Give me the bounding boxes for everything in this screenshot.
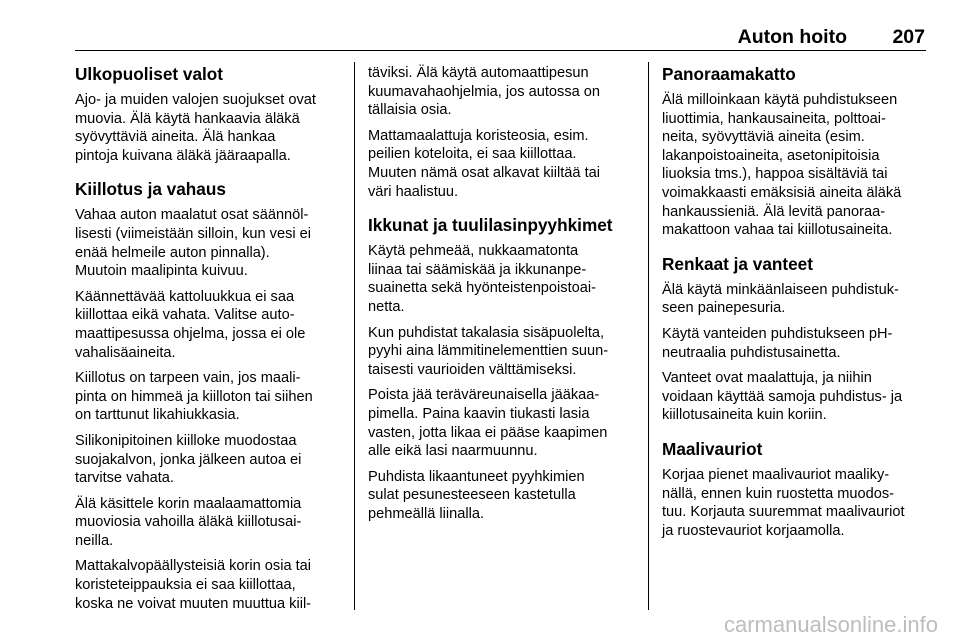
- paragraph: täviksi. Älä käytä automaattipesun kuumavahaohjelmia, jos autossa on tällaisia osia.: [368, 65, 601, 119]
- column-1: [75, 64, 345, 620]
- section-heading-windows-wipers: Ikkunat ja tuulilasinpyyhkimet: [368, 215, 613, 236]
- page-header: [75, 26, 927, 48]
- paragraph: Korjaa pienet maalivauriot maaliky- nällä, ennen kuin ruostetta muodos- tuu. Korjauta suuremmat maalivauriot ja ruostevauriot korjaamolla.: [662, 466, 905, 539]
- paragraph: Älä käytä minkäänlaiseen puhdistuk- seen painepesuria.: [662, 281, 899, 317]
- paragraph: Vanteet ovat maalattuja, ja niihin voidaan käyttää samoja puhdistus- ja kiillotusaineita kuin koriin.: [662, 370, 903, 424]
- section-heading-paint-damage: Maalivauriot: [662, 438, 763, 459]
- page-number: 207: [892, 26, 925, 48]
- paragraph: Älä milloinkaan käytä puhdistukseen liuottimia, hankausaineita, polttoai- neita, syövyttäviä aineita (esim. lakanpoistoaineita, asetonipitoisia liuoksia tms.), happoa sisältäviä tai voimakkaasti emäksisiä aineita äläkä hankaussieniä. Älä levitä panoraa- makattoon vahaa tai kiillotusaineita.: [662, 92, 902, 239]
- paragraph: Vahaa auton maalatut osat säännöl- lisesti (viimeistään silloin, kun vesi ei enää helmeile auton pinnalla). Muutoin maalipinta kuivuu.: [75, 207, 312, 280]
- column-3: [662, 64, 930, 547]
- paragraph: Kun puhdistat takalasia sisäpuolelta, pyyhi aina lämmitinelementtien suun- taisesti vaurioiden välttämiseksi.: [368, 324, 609, 378]
- column-2: [368, 64, 636, 530]
- paragraph: Puhdista likaantuneet pyyhkimien sulat pesunesteeseen kastetulla pehmeällä liinalla.: [368, 468, 585, 522]
- column-divider-2: [648, 62, 649, 610]
- section-heading-tyres-wheels: Renkaat ja vanteet: [662, 253, 813, 274]
- header-rule: [75, 50, 926, 51]
- paragraph: Mattakalvopäällysteisiä korin osia tai koristeteippauksia ei saa kiillottaa, koska ne voivat muuten muuttua kiil-: [75, 558, 312, 612]
- paragraph: Silikonipitoinen kiilloke muodostaa suojakalvon, jonka jälkeen autoa ei tarvitse vahata.: [75, 432, 302, 487]
- column-divider-1: [354, 62, 355, 610]
- paragraph: Ajo- ja muiden valojen suojukset ovat muovia. Älä käytä hankaavia äläkä syövyttäviä aineita. Älä hankaa pintoja kuivana äläkä jääraapalla.: [75, 92, 316, 164]
- paragraph: Käännettävää kattoluukkua ei saa kiillottaa eikä vahata. Valitse auto- maattipesussa ohjelma, jossa ei ole vahalisäaineita.: [75, 288, 306, 361]
- paragraph: Poista jää teräväreunaisella jääkaa- pimella. Paina kaavin tiukasti lasia vasten, jotta likaa ei pääse kaapimen alle eikä lasi naarmuunnu.: [368, 387, 608, 460]
- section-heading-polishing: Kiillotus ja vahaus: [75, 179, 226, 200]
- chapter-title: Auton hoito: [737, 26, 847, 48]
- paragraph: Älä käsittele korin maalaamattomia muoviosia vahoilla äläkä kiillotusai- neilla.: [75, 495, 302, 549]
- section-heading-panoramic-roof: Panoraamakatto: [662, 64, 796, 84]
- section-heading-exterior-lights: Ulkopuoliset valot: [75, 64, 224, 84]
- paragraph: Mattamaalattuja koristeosia, esim. peilien koteloita, ei saa kiillottaa. Muuten nämä osat alkavat kiiltää tai väri haalistuu.: [368, 127, 601, 200]
- paragraph: Käytä pehmeää, nukkaamatonta liinaa tai säämiskää ja ikkunanpe- suainetta sekä hyönteistenpoistoai- netta.: [368, 243, 596, 315]
- paragraph: Kiillotus on tarpeen vain, jos maali- pinta on himmeä ja kiilloton tai siihen on tarttunut likahiukkasia.: [75, 370, 313, 424]
- paragraph: Käytä vanteiden puhdistukseen pH- neutraalia puhdistusainetta.: [662, 325, 893, 361]
- watermark: carmanualsonline.info: [723, 612, 938, 637]
